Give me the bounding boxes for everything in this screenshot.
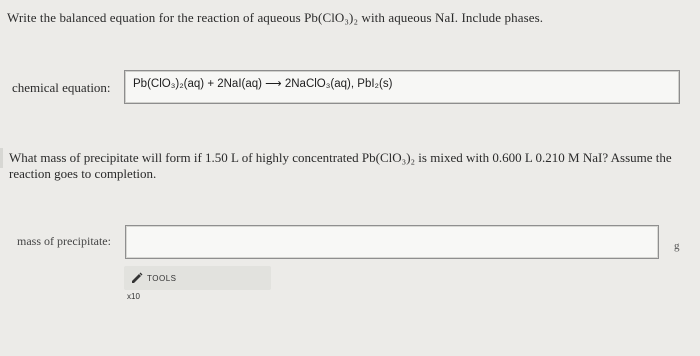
tools-label: TOOLS: [147, 274, 177, 283]
pencil-icon: [130, 271, 144, 285]
mass-of-precipitate-label: mass of precipitate:: [17, 234, 111, 248]
chemical-equation-input[interactable]: [124, 70, 680, 104]
question-1-prompt: Write the balanced equation for the reaction of aqueous Pb(ClO₃)₂ with aqueous NaI. Include phases.: [7, 10, 544, 25]
chemical-equation-value: Pb(ClO₃)₂(aq) + 2NaI(aq) ⟶ 2NaClO₃(aq), PbI₂(s): [133, 78, 393, 90]
x10-multiplier-label[interactable]: x10: [127, 292, 140, 301]
left-edge-marker: [0, 148, 3, 168]
mass-of-precipitate-input[interactable]: [125, 225, 659, 259]
chemical-equation-label: chemical equation:: [12, 80, 111, 95]
tools-button[interactable]: [124, 266, 271, 290]
question-2-prompt: What mass of precipitate will form if 1.50 L of highly concentrated Pb(ClO₃)₂ is mixed with 0.600 L 0.210 M NaI? Assume the reaction goes to completion.: [9, 150, 672, 181]
mass-unit-label: g: [674, 240, 680, 252]
